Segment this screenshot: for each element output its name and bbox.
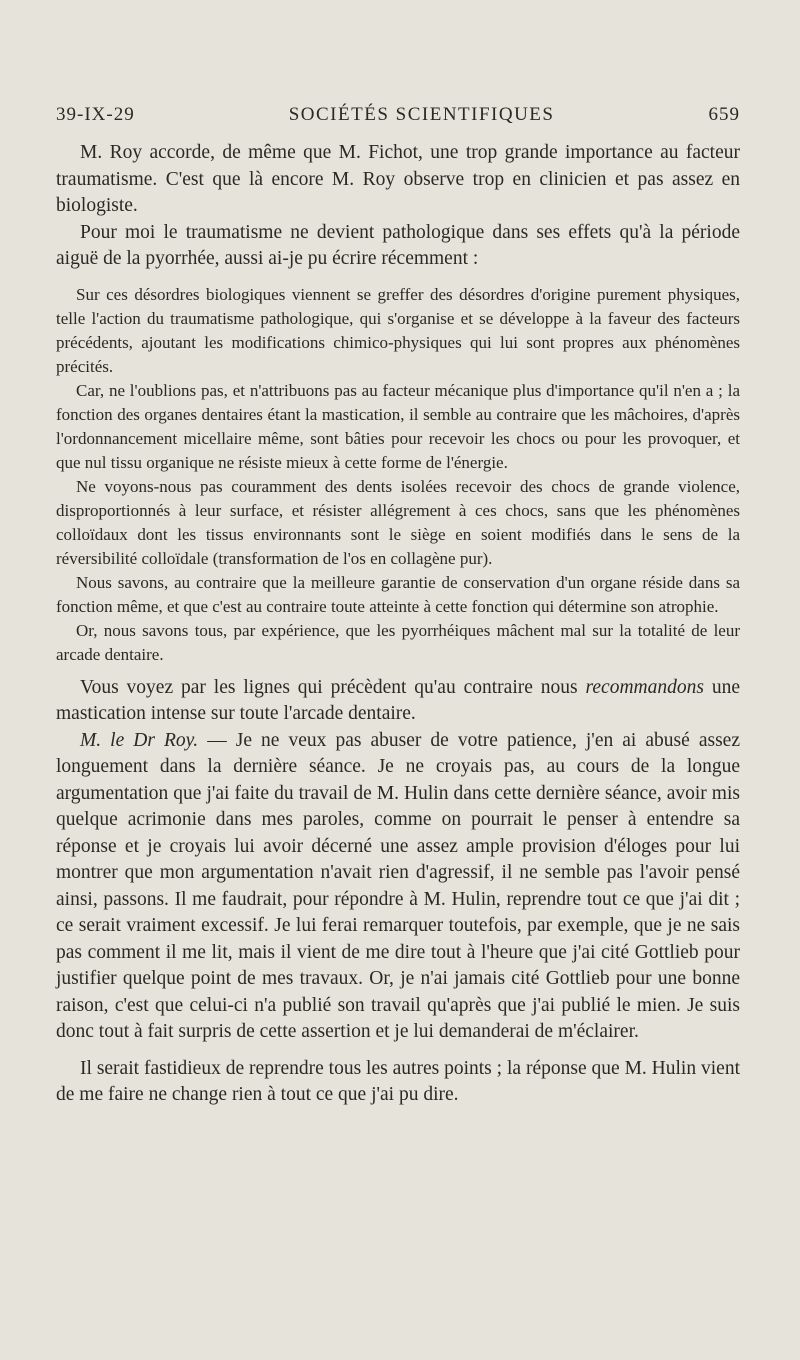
page-number: 659 (708, 104, 740, 125)
quote-paragraph: Car, ne l'oublions pas, et n'attribuons pas au facteur mécanique plus d'importance qu'il n'en a ; la fonction des organes dentaires étant la mastication, il semble au contraire que les mâchoires, d'après l'ordonnancement micellaire même, sont bâties pour recevoir les chocs ou pour les provoquer, et que nul tissu organique ne résiste mieux à cette forme de l'énergie. (56, 380, 740, 472)
text-run: — Je ne veux pas abuser de votre patience, j'en ai abusé assez longuement dans la dernière séance. Je ne croyais pas, au cours de la longue argumentation que j'ai faite du travail de M. Hulin dans cette dernière séance, avoir mis quelque acrimonie dans mes paroles, comme on pourrait le penser à entendre sa réponse et je croyais lui avoir décerné une assez ample provision d'éloges pour lui montrer que mon argumentation n'avait rien d'agressif, il ne semble pas l'avoir pensé ainsi, passons. Il me faudrait, pour répondre à M. Hulin, reprendre tout ce que j'ai dit ; ce serait vraiment excessif. Je lui ferai remarquer toutefois, par exemple, que je ne sais pas comment il me lit, mais il vient de me dire tout à l'heure que j'ai cité Gottlieb pour justifier quelque point de mes travaux. Or, je n'ai jamais cité Gottlieb pour une bonne raison, c'est que celui-ci n'a publié son travail qu'après que j'ai publié le mien. Je suis donc tout à fait surpris de cette assertion et je lui demanderai de m'éclairer. (56, 729, 740, 1042)
speaker-name: M. le Dr Roy. (80, 729, 199, 751)
quote-paragraph: Ne voyons-nous pas couramment des dents isolées recevoir des chocs de grande violence, disproportionnés à leur surface, et résister allégrement à ces chocs, sans que les phénomènes colloïdaux dont les tissus environnants sont le siège en soient modifiés dans le sens de la réversibilité colloïdale (transformation de l'os en collagène pur). (56, 476, 740, 568)
paragraph: Il serait fastidieux de reprendre tous les autres points ; la réponse que M. Hulin vient de me faire ne change rien à tout ce que j'ai pu dire. (56, 1057, 740, 1105)
paragraph (56, 675, 740, 728)
paragraph (56, 728, 740, 1046)
paragraph: Pour moi le traumatisme ne devient pathologique dans ses effets qu'à la période aiguë de la pyorrhée, aussi ai-je pu écrire récemment : (56, 221, 740, 269)
quote-paragraph: Nous savons, au contraire que la meilleure garantie de conservation d'un organe réside dans sa fonction même, et que c'est au contraire toute atteinte à cette fonction qui détermine son atrophie. (56, 572, 740, 616)
header-date: 39-IX-29 (56, 104, 135, 125)
paragraph: M. Roy accorde, de même que M. Fichot, une trop grande importance au facteur traumatisme. C'est que là encore M. Roy observe trop en clinicien et pas assez en biologiste. (56, 142, 740, 216)
header-title: SOCIÉTÉS SCIENTIFIQUES (288, 104, 555, 125)
text-run: Vous voyez par les lignes qui précèdent qu'au contraire nous (80, 676, 586, 698)
quoted-passage (56, 283, 740, 667)
quote-paragraph: Or, nous savons tous, par expérience, que les pyorrhéiques mâchent mal sur la totalité de leur arcade dentaire. (56, 620, 740, 664)
quote-paragraph: Sur ces désordres biologiques viennent se greffer des désordres d'origine purement physiques, telle l'action du traumatisme pathologique, qui s'organise et se développe à la faveur des facteurs précédents, ajoutant les modifications chimico-physiques qui lui sont propres aux phénomènes précités. (56, 284, 740, 376)
text-run: une mastication intense sur toute l'arcade dentaire. (56, 676, 740, 724)
running-header (56, 104, 740, 126)
emphasis: recommandons (585, 676, 704, 698)
